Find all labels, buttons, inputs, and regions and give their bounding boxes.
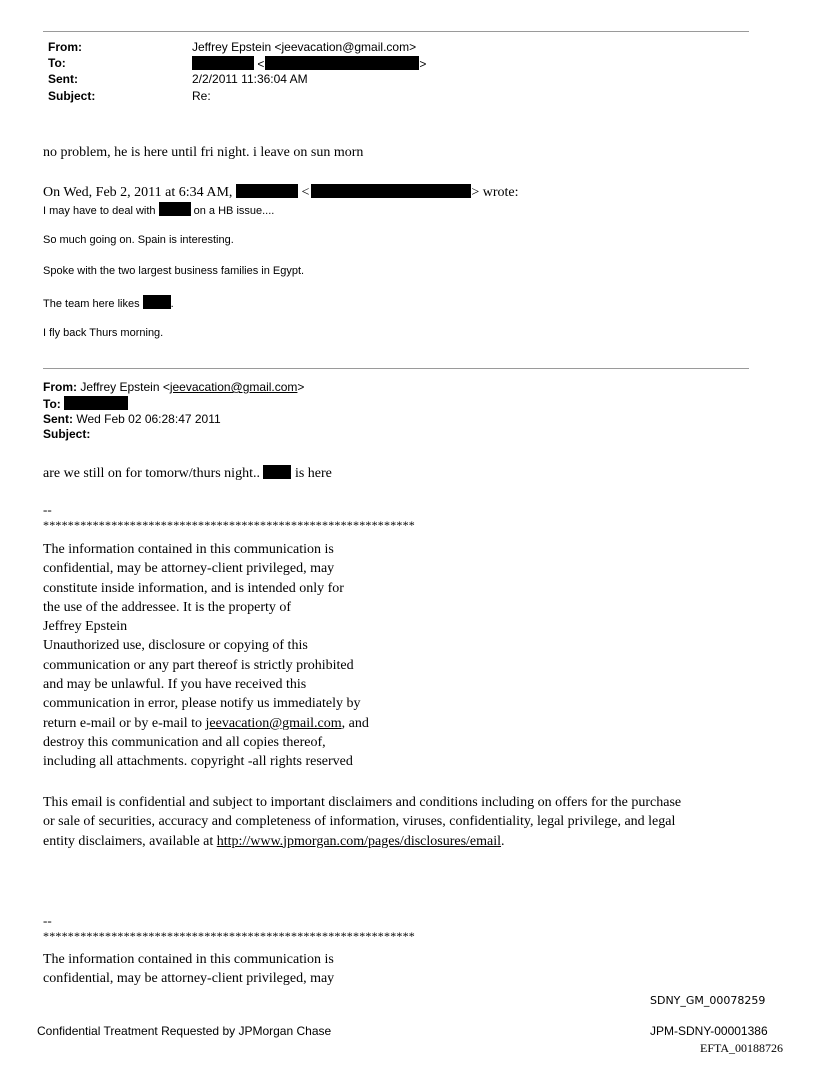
jpm-line: or sale of securities, accuracy and completeness of information, viruses, confidentiality, legal privilege, and legal bbox=[43, 814, 676, 830]
jpm-line-3 bbox=[43, 832, 681, 851]
disclaimer-line: and may be unlawful. If you have received this bbox=[43, 677, 307, 693]
quoted-line-4-after: . bbox=[170, 298, 174, 310]
redaction-box bbox=[159, 202, 191, 216]
redaction-box bbox=[192, 56, 254, 70]
quoted-line-2: So much going on. Spain is interesting. bbox=[43, 234, 234, 246]
disclaimer-email-after: , and bbox=[341, 715, 369, 731]
jpm-disclosures-link[interactable]: http://www.jpmorgan.com/pages/disclosures/email bbox=[216, 833, 502, 849]
signature2-dash: -- bbox=[43, 913, 52, 928]
header2-from-label: From: bbox=[43, 380, 77, 394]
quoted-line-1 bbox=[43, 202, 274, 217]
signature-dash: -- bbox=[43, 502, 52, 517]
from-label: From: bbox=[48, 40, 82, 54]
disclaimer-email-line bbox=[43, 714, 369, 733]
disclaimer-block bbox=[43, 540, 369, 772]
redaction-box bbox=[143, 295, 171, 309]
redaction-box bbox=[265, 56, 419, 70]
redaction-box bbox=[236, 184, 298, 198]
header2-sent-label: Sent: bbox=[43, 412, 73, 426]
disclaimer-line: destroy this communication and all copies thereof, bbox=[43, 734, 326, 750]
disclaimer2-block bbox=[43, 950, 334, 989]
sent-label: Sent: bbox=[48, 72, 78, 86]
to-gt: > bbox=[419, 57, 427, 71]
reply-body: no problem, he is here until fri night. i leave on sun morn bbox=[43, 145, 364, 160]
disclaimer2-line: The information contained in this communication is bbox=[43, 952, 334, 967]
jpm-line-3-before: entity disclaimers, available at bbox=[43, 833, 217, 849]
subject-label: Subject: bbox=[48, 89, 96, 103]
quoted-line-4 bbox=[43, 295, 174, 310]
quoted-intro-lt: < bbox=[301, 185, 310, 200]
quoted-line-1-before: I may have to deal with bbox=[43, 205, 156, 217]
confidential-footer: Confidential Treatment Requested by JPMorgan Chase bbox=[37, 1024, 332, 1038]
quoted-intro-before: On Wed, Feb 2, 2011 at 6:34 AM, bbox=[43, 185, 233, 200]
bates-sdny-gm: SDNY_GM_00078259 bbox=[650, 994, 766, 1007]
header2-from-name: Jeffrey Epstein < bbox=[80, 380, 170, 394]
disclaimer-line: communication in error, please notify us immediately by bbox=[43, 696, 361, 712]
disclaimer-line: The information contained in this communication is bbox=[43, 542, 334, 557]
redaction-box bbox=[311, 184, 471, 198]
signature2-stars: ************************************************************ bbox=[43, 929, 415, 943]
from-value: Jeffrey Epstein <jeevacation@gmail.com> bbox=[192, 40, 417, 54]
quoted-line-5: I fly back Thurs morning. bbox=[43, 327, 164, 339]
disclaimer-line: Unauthorized use, disclosure or copying of this bbox=[43, 638, 308, 654]
original-body-after: is here bbox=[294, 466, 332, 481]
jpm-line: This email is confidential and subject to important disclaimers and conditions including on offers for the purchase bbox=[43, 795, 682, 810]
disclaimer-line: Jeffrey Epstein bbox=[43, 619, 128, 635]
header2-to-label: To: bbox=[43, 397, 61, 411]
disclaimer-line: the use of the addressee. It is the property of bbox=[43, 599, 292, 615]
quoted-line-1-after: on a HB issue.... bbox=[193, 205, 275, 217]
to-value bbox=[192, 56, 426, 71]
subject-value: Re: bbox=[192, 89, 211, 103]
disclaimer-line: confidential, may be attorney-client privileged, may bbox=[43, 561, 335, 577]
disclaimer-line: including all attachments. copyright -all rights reserved bbox=[43, 754, 353, 770]
signature-stars: ************************************************************ bbox=[43, 518, 415, 532]
jpm-line-3-after: . bbox=[501, 833, 505, 849]
redaction-box bbox=[263, 465, 291, 479]
disclaimer-email-link[interactable]: jeevacation@gmail.com bbox=[205, 715, 342, 731]
header2-sent-value: Wed Feb 02 06:28:47 2011 bbox=[76, 412, 221, 426]
header2-from bbox=[43, 380, 304, 394]
header2-sent bbox=[43, 412, 221, 426]
disclaimer-line: communication or any part thereof is strictly prohibited bbox=[43, 657, 354, 673]
quoted-line-3: Spoke with the two largest business families in Egypt. bbox=[43, 265, 305, 277]
disclaimer2-line: confidential, may be attorney-client privileged, may bbox=[43, 971, 335, 987]
bates-efta: EFTA_00188726 bbox=[700, 1041, 784, 1055]
header2-from-email-link[interactable]: jeevacation@gmail.com bbox=[169, 380, 298, 394]
quoted-intro-after: > wrote: bbox=[471, 185, 519, 200]
header2-to bbox=[43, 396, 128, 411]
disclaimer-line: constitute inside information, and is intended only for bbox=[43, 580, 344, 596]
jpm-disclaimer bbox=[43, 793, 681, 851]
original-body bbox=[43, 465, 332, 482]
header2-subject bbox=[43, 427, 90, 441]
bates-jpm: JPM-SDNY-00001386 bbox=[650, 1024, 768, 1038]
redaction-box bbox=[64, 396, 128, 410]
header2-subject-label: Subject: bbox=[43, 427, 91, 441]
header2-from-close: > bbox=[297, 380, 305, 394]
sent-value: 2/2/2011 11:36:04 AM bbox=[192, 72, 308, 86]
quoted-intro bbox=[43, 184, 519, 201]
top-divider bbox=[43, 31, 749, 32]
to-lt: < bbox=[257, 57, 265, 71]
quoted-line-4-before: The team here likes bbox=[43, 298, 140, 310]
disclaimer-email-before: return e-mail or by e-mail to bbox=[43, 715, 206, 731]
original-body-before: are we still on for tomorw/thurs night.. bbox=[43, 466, 260, 481]
to-label: To: bbox=[48, 56, 66, 70]
quote-divider bbox=[43, 368, 749, 369]
